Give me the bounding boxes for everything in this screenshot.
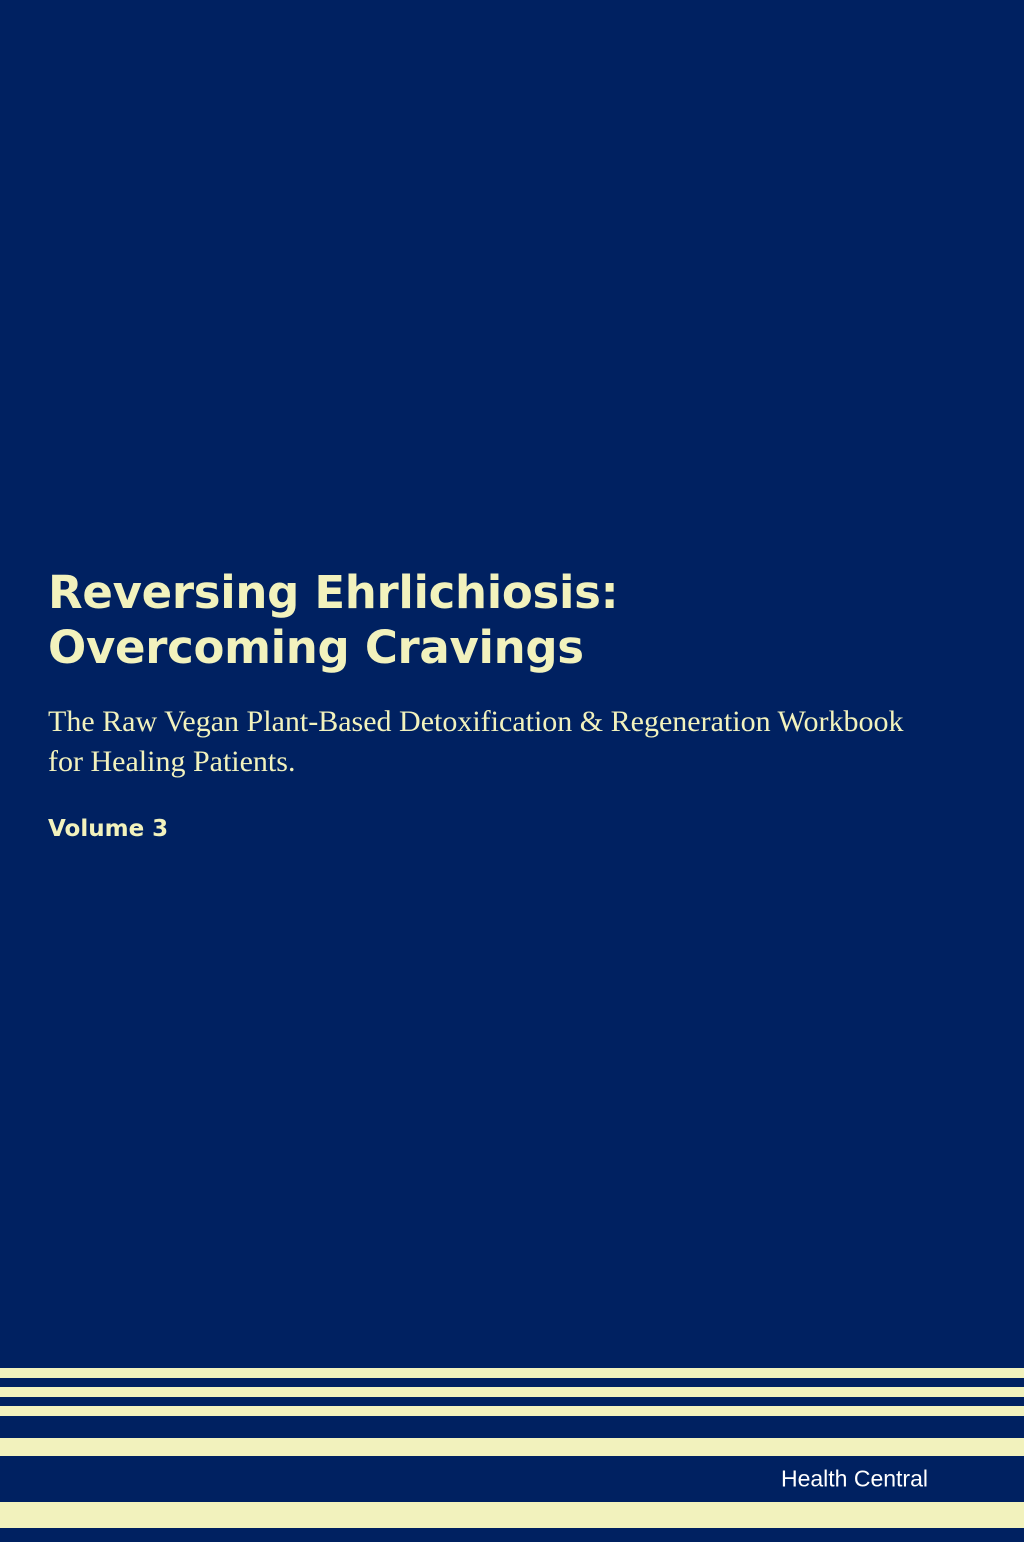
publisher-name: Health Central xyxy=(780,1465,928,1492)
stripe-navy-2 xyxy=(0,1397,1024,1406)
stripe-navy-4 xyxy=(0,1528,1024,1542)
stripe-cream-5 xyxy=(0,1502,1024,1528)
volume-label: Volume 3 xyxy=(48,815,169,842)
cover-text-block xyxy=(48,566,928,842)
page-title: Reversing Ehrlichiosis: Overcoming Cravings xyxy=(48,566,619,674)
publisher-band xyxy=(0,1456,1024,1502)
stripe-cream-3 xyxy=(0,1406,1024,1416)
stripe-cream-1 xyxy=(0,1368,1024,1378)
book-subtitle: The Raw Vegan Plant-Based Detoxification & Regeneration Workbook for Healing Patients. xyxy=(48,704,904,778)
footer-stripe-group xyxy=(0,1368,1024,1542)
stripe-navy-1 xyxy=(0,1378,1024,1387)
stripe-cream-4 xyxy=(0,1438,1024,1456)
stripe-cream-2 xyxy=(0,1387,1024,1397)
stripe-navy-3 xyxy=(0,1416,1024,1438)
